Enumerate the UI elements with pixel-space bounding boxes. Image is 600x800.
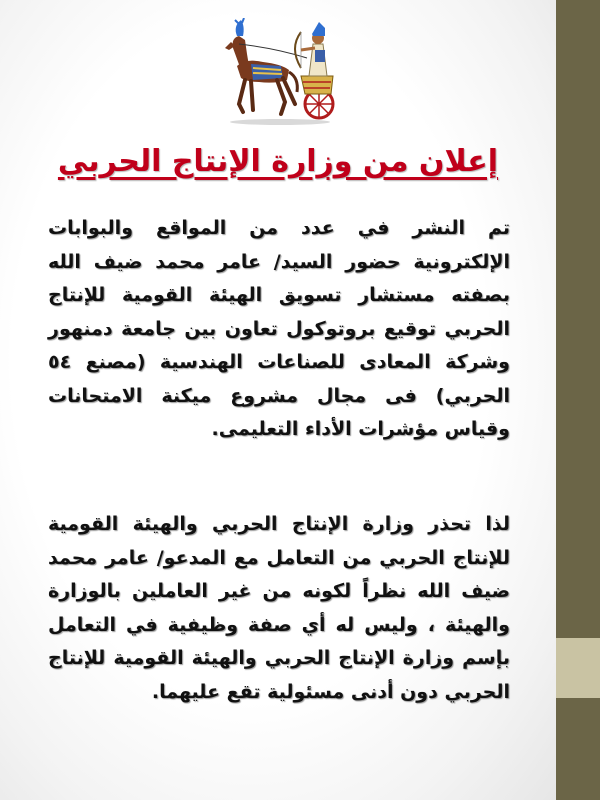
- pharaoh-chariot-icon: [215, 18, 345, 128]
- warning-paragraph-2: لذا تحذر وزارة الإنتاج الحربي والهيئة القومية للإنتاج الحربي من التعامل مع المدعو/ عامر محمد ضيف الله نظراً لكونه من غير العاملين بالوزارة والهيئة ، وليس له أي صفة وظيفية في التعامل بإسم وزارة الإنتاج الحربي والهيئة القومية للإنتاج الحربي دون أدنى مسئولية تقع عليهما.: [48, 513, 510, 703]
- page-title: [40, 142, 516, 182]
- sidebar-accent-block: [556, 638, 600, 698]
- announcement-paragraph-1: تم النشر في عدد من المواقع والبوابات الإلكترونية حضور السيد/ عامر محمد ضيف الله بصفته مستشار تسويق الهيئة القومية للإنتاج الحربي توقيع بروتوكول تعاون بين جامعة دمنهور وشركة المعادى للصناعات الهندسية (مصنع ٥٤ الحربي) فى مجال مشروع ميكنة الامتحانات وقياس مؤشرات الأداء التعليمى.: [48, 217, 510, 440]
- page-title-text: إعلان من وزارة الإنتاج الحربي: [57, 144, 499, 179]
